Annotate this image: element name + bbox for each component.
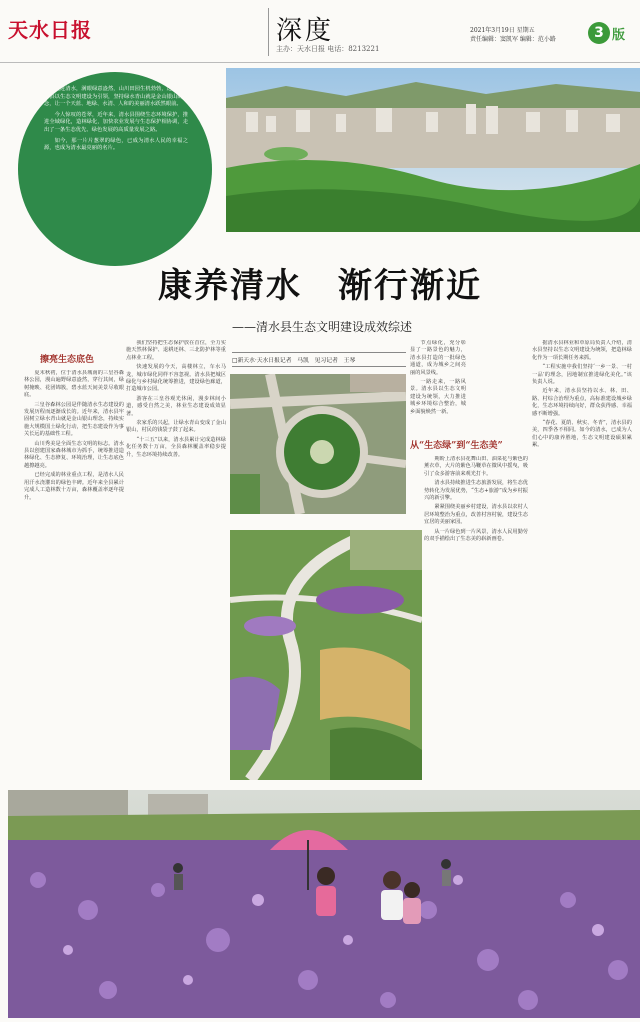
hero-city-photo — [226, 68, 640, 232]
flower-field-visitors-photo — [8, 790, 640, 1018]
intro-circle — [18, 72, 212, 266]
issue-date: 2021年3月19日 星期五 — [470, 27, 535, 34]
section-heading-1: 擦亮生态底色 — [40, 355, 95, 365]
body-paragraph: “春花、夏荫、秋实、冬青”，清水县的美，四季各不相同。如今的清水，已成为人们心中的康养胜地，生态文明建设硕果累累。 — [532, 420, 632, 449]
body-paragraph: 夏末秋初，位于清水县城南的三皇谷森林公园，漫山遍野绿意盎然，穿行其间，绿树掩映、花团锦簇，碧水蓝天间美景尽收眼底。 — [24, 370, 124, 399]
masthead — [0, 0, 640, 63]
paper-name: 天水日报 — [8, 18, 92, 42]
body-paragraph: 节点绿化，充分彰显了一路景色的魅力，清水县打造的一批绿色通道，成为城乡之间亮丽的风景线。 — [410, 340, 466, 376]
body-paragraph: 三皇谷森林公园是伴随清水生态建设的发展历程而逐渐成长的。近年来，清水县牢固树立绿水青山就是金山银山理念，持续实施大规模国土绿化行动，把生态建设作为事关长远的基础性工程。 — [24, 401, 124, 438]
section-title: 深度 — [276, 16, 335, 46]
body-paragraph: “工程实施中我们坚持‘一乡一景、一村一品’的理念，因地制宜推进绿化美化。”该负责人说。 — [532, 364, 632, 386]
article-column-2 — [126, 340, 226, 780]
body-paragraph: 期盼上清水县花舞山田、油菜花与紫色的薰衣草，大片的紫色马鞭草在微风中摇曳，吸引了众多游客前来观光打卡。 — [424, 456, 528, 477]
article-subhead: ——清水县生态文明建设成效综述 — [232, 320, 413, 334]
body-paragraph: 近年来，清水县坚持以水、林、田、路、村综合治理为重点，高标准建设城乡绿化，生态环境持续向好，群众获得感、幸福感不断增强。 — [532, 388, 632, 417]
body-paragraph: “十三五”以来，清水县累计完成造林绿化任务数十万亩，全县森林覆盖率稳步提升，生态环境持续改善。 — [126, 436, 226, 458]
masthead-divider — [268, 8, 269, 56]
body-paragraph: 已经完成的林业重点工程，是清水人民用汗水浇灌出的绿色丰碑。近年来全县累计完成人工造林数十万亩，森林覆盖率逐年提升。 — [24, 472, 124, 501]
article-column-4 — [424, 456, 528, 780]
article-headline: 康养清水 渐行渐近 — [158, 266, 482, 306]
article-column-3 — [410, 340, 466, 430]
intro-text — [44, 86, 188, 156]
intro-paragraph: 走进清水，满眼绿意盎然，山川田园生机勃勃，这里，清水县以生态文明建设为引领，坚持绿水青山就是金山银山的理念，让一个天蓝、地绿、水清、人和的美丽清水跃然眼前。 — [44, 86, 188, 108]
body-paragraph: 我们坚持把生态保护放在首位，全力实施天然林保护、退耕还林、三北防护林等重点林业工程。 — [126, 340, 226, 361]
body-paragraph: 从一片绿色到一片风景，清水人民用勤劳的双手描绘出了生态美的崭新画卷。 — [424, 528, 528, 543]
page-label: 版 — [612, 28, 626, 43]
aerial-roundabout-photo — [230, 374, 406, 514]
body-paragraph: 据清水县林业和草原局负责人介绍，清水县坚持以生态文明建设为统领，把造林绿化作为一项长期任务来抓。 — [532, 340, 632, 361]
intro-paragraph: 如今，那一片片葱翠的绿色，已成为清水人民的幸福之源，也成为清水最亮丽的名片。 — [44, 137, 188, 152]
issue-staff: 责任编辑：窦凯军 编辑：范小路 — [470, 36, 556, 43]
byline: □新天水·天水日报记者 马凯 见习记者 王琴 — [232, 352, 406, 367]
body-paragraph: 山川秀美是全面生态文明的标志。清水县以创建国家森林城市为抓手，统筹推进造林绿化、生态修复、环境治理，让生态底色越擦越亮。 — [24, 440, 124, 469]
body-paragraph: 紧紧围绕美丽乡村建设，清水县以农村人居环境整治为重点，改善村容村貌，建设生态宜居的美丽家园。 — [424, 504, 528, 526]
issue-info — [470, 26, 556, 44]
intro-paragraph: 今人惊叹的苍翠，近年来，清水县围绕生态环境保护，推进全域绿化，造林绿化，加快农业发展与生态保护相协调，走出了一条生态优先、绿色发展的高质量发展之路。 — [44, 111, 188, 133]
body-paragraph: 一路走来，一路风景。清水县以生态文明建设为统领，大力推进城乡环境综合整治，城乡面貌焕然一新。 — [410, 379, 466, 415]
section-heading-2: 从“生态绿”到“生态美” — [410, 441, 503, 451]
body-paragraph: 清水县持续推进生态旅游发展，将生态优势转化为发展优势，“生态+旅游”成为乡村振兴的新引擎。 — [424, 480, 528, 502]
article-column-1 — [24, 370, 124, 780]
article-column-5 — [532, 340, 632, 780]
flower-fields-photo — [230, 530, 422, 780]
body-paragraph: 游客在三皇谷观光休闲，漫步林间小道，感受自然之美，林业生态建设成效显著。 — [126, 395, 226, 417]
section-editors: 主办：天水日报 电话：8213221 — [276, 45, 380, 53]
body-paragraph: 快速发展的今天，高楼林立，车水马龙，城市绿化同样不容忽视。清水县把城区绿化与乡村绿化统筹推进，建设绿色廊道，打造城市公园。 — [126, 364, 226, 393]
page-number-badge: 3 — [588, 22, 610, 44]
body-paragraph: 农家乐的兴起，让绿水青山变成了金山银山，村民的钱袋子鼓了起来。 — [126, 420, 226, 434]
